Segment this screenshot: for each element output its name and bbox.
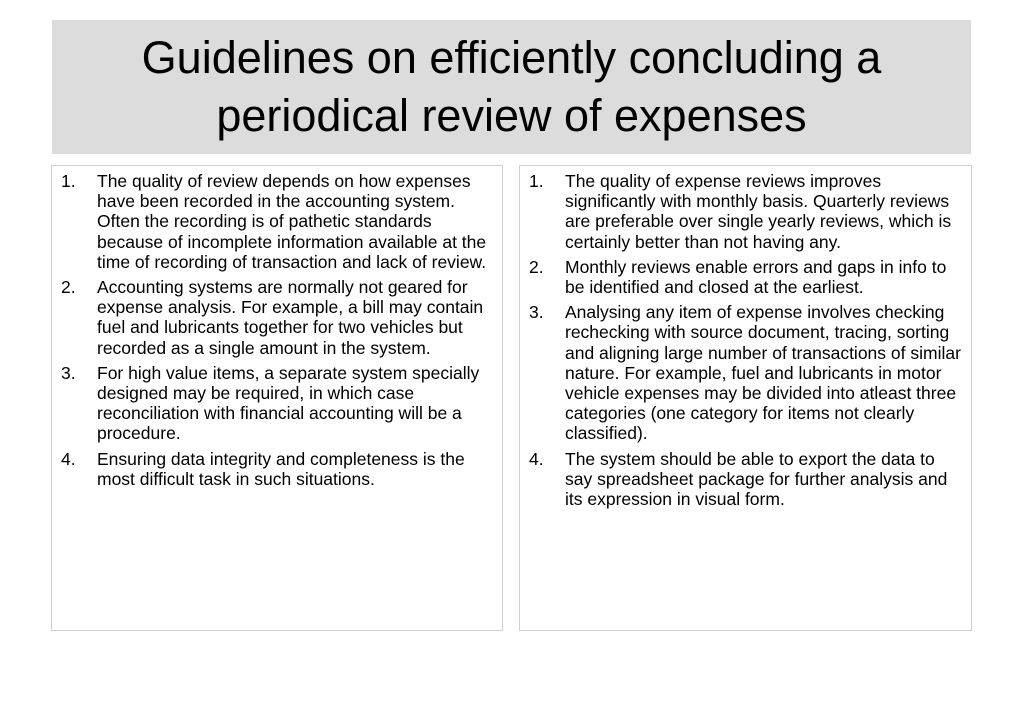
list-item <box>61 363 494 444</box>
item-text: The quality of review depends on how expenses have been recorded in the accounting system. Often the recording is of pathetic standards because of incomplete information available at the time of recording of transaction and lack of review. <box>97 171 487 272</box>
item-number: 4. <box>61 448 76 469</box>
left-column-panel <box>51 165 503 631</box>
list-item <box>529 449 963 510</box>
item-number: 1. <box>61 171 76 191</box>
item-text: The quality of expense reviews improves significantly with monthly basis. Quarterly reviews are preferable over single yearly reviews, which is certainly better than not having any. <box>565 171 952 252</box>
list-item <box>61 449 494 489</box>
item-number: 2. <box>61 277 76 298</box>
item-number: 4. <box>529 448 544 469</box>
item-number: 3. <box>61 362 76 383</box>
item-number: 2. <box>529 256 544 277</box>
item-number: 1. <box>529 171 544 191</box>
title-banner <box>52 20 971 154</box>
right-column-panel <box>519 165 972 631</box>
list-item <box>61 171 494 272</box>
list-item <box>529 257 963 297</box>
item-text: Ensuring data integrity and completeness is the most difficult task in such situations. <box>97 448 465 489</box>
left-guideline-list <box>52 166 502 489</box>
item-text: Analysing any item of expense involves checking rechecking with source document, tracing, sorting and aligning large number of transactions of similar nature. For example, fuel and lubricants in motor vehicle expenses may be divided into atleast three categories (one category for items not clearly classified). <box>565 302 961 444</box>
slide-title: Guidelines on efficiently concluding a periodical review of expenses <box>141 32 882 141</box>
item-text: Accounting systems are normally not geared for expense analysis. For example, a bill may contain fuel and lubricants together for two vehicles but recorded as a single amount in the system. <box>97 277 484 358</box>
item-text: Monthly reviews enable errors and gaps in info to be identified and closed at the earliest. <box>565 256 947 298</box>
item-number: 3. <box>529 302 544 323</box>
right-guideline-list <box>520 166 971 509</box>
list-item <box>529 171 963 252</box>
list-item <box>529 302 963 443</box>
list-item <box>61 277 494 358</box>
item-text: The system should be able to export the data to say spreadsheet package for further analysis and its expression in visual form. <box>565 448 948 510</box>
item-text: For high value items, a separate system specially designed may be required, in which case reconciliation with financial accounting will be a procedure. <box>97 362 480 444</box>
